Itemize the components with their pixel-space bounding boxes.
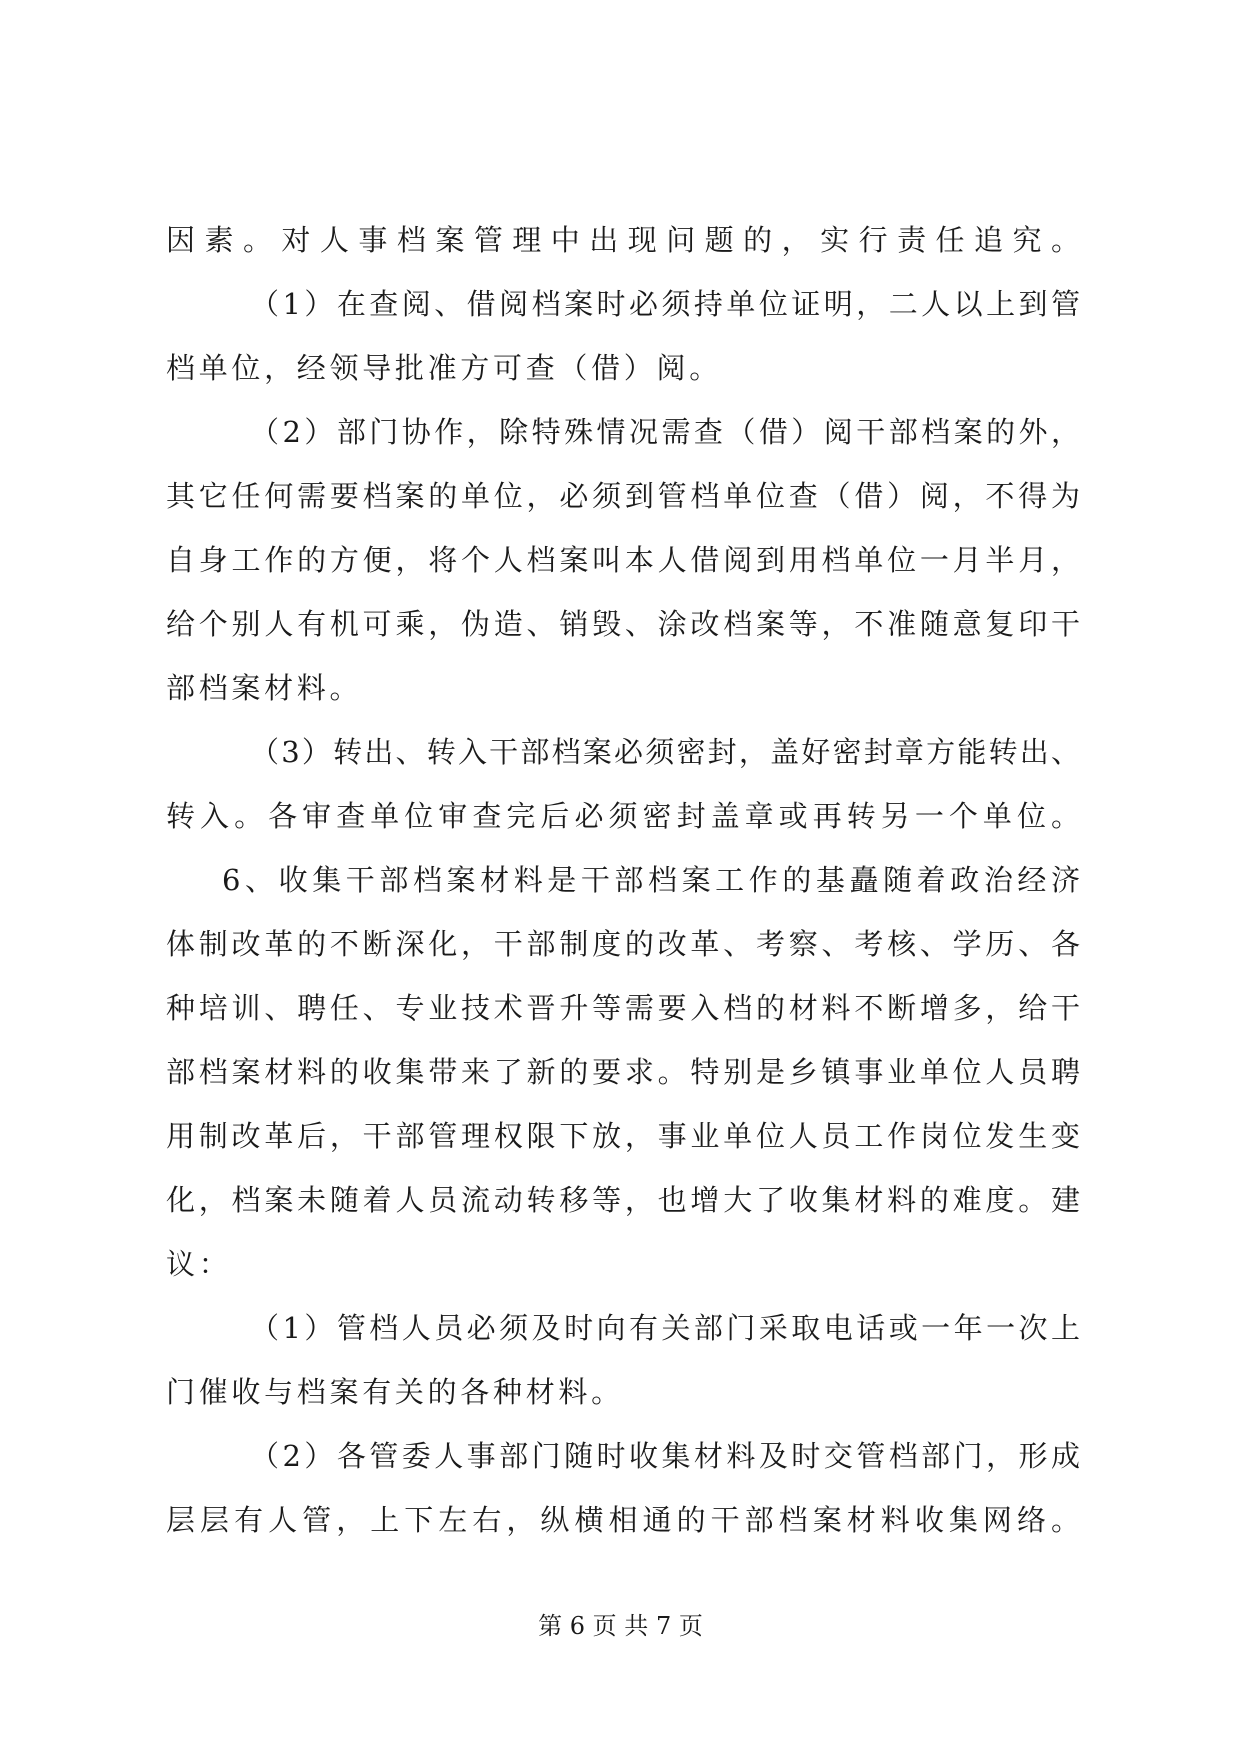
text-line: （1）在查阅、借阅档案时必须持单位证明，二人以上到管 xyxy=(250,287,1080,321)
text-line: 种培训、聘任、专业技术晋升等需要入档的材料不断增多，给干 xyxy=(166,991,1080,1025)
text-line: 给个别人有机可乘，伪造、销毁、涂改档案等，不准随意复印干 xyxy=(166,607,1080,641)
body-text xyxy=(166,208,1080,1552)
text-line: 议： xyxy=(166,1247,232,1281)
text-line: 因素。对人事档案管理中出现问题的，实行责任追究。 xyxy=(166,223,1080,257)
text-line: （1）管档人员必须及时向有关部门采取电话或一年一次上 xyxy=(250,1311,1080,1345)
text-line: （2）各管委人事部门随时收集材料及时交管档部门，形成 xyxy=(250,1439,1080,1473)
text-line: 层层有人管，上下左右，纵横相通的干部档案材料收集网络。 xyxy=(166,1503,1080,1537)
text-line: 其它任何需要档案的单位，必须到管档单位查（借）阅，不得为 xyxy=(166,479,1080,513)
text-line: 体制改革的不断深化，干部制度的改革、考察、考核、学历、各 xyxy=(166,927,1080,961)
text-line: 门催收与档案有关的各种材料。 xyxy=(166,1375,624,1409)
text-line: （2）部门协作，除特殊情况需查（借）阅干部档案的外， xyxy=(250,415,1080,449)
page-number-footer: 第 6 页 共 7 页 xyxy=(538,1612,703,1640)
text-line: 部档案材料的收集带来了新的要求。特别是乡镇事业单位人员聘 xyxy=(166,1055,1080,1089)
text-line: 用制改革后，干部管理权限下放，事业单位人员工作岗位发生变 xyxy=(166,1119,1080,1153)
text-line: 档单位，经领导批准方可查（借）阅。 xyxy=(166,351,722,385)
text-line: 6、收集干部档案材料是干部档案工作的基矗随着政治经济 xyxy=(222,863,1080,897)
text-line: 自身工作的方便，将个人档案叫本人借阅到用档单位一月半月， xyxy=(166,543,1080,577)
text-line: （3）转出、转入干部档案必须密封，盖好密封章方能转出、 xyxy=(250,735,1080,769)
text-line: 部档案材料。 xyxy=(166,671,363,705)
text-line: 转入。各审查单位审查完后必须密封盖章或再转另一个单位。 xyxy=(166,799,1080,833)
text-line: 化，档案未随着人员流动转移等，也增大了收集材料的难度。建 xyxy=(166,1183,1080,1217)
